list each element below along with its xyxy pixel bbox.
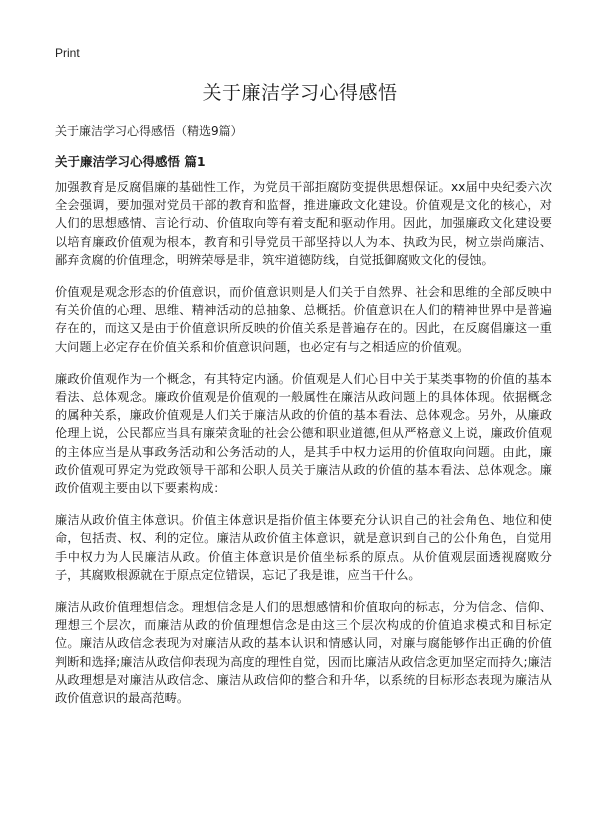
paragraph-5: 廉洁从政价值理想信念。理想信念是人们的思想感情和价值取向的标志，分为信念、信仰、理想三个层次，而廉洁从政的价值理想信念是由这三个层次构成的价值追求模式和目标定位。廉洁从政信念表现为对廉洁从政的基本认识和情感认同，对廉与腐能够作出正确的价值判断和选择;廉洁从政信仰表现为高度的理性自觉，因而比廉洁从政信念更加坚定而持久;廉洁从政理想是对廉洁从政信念、廉洁从政信仰的整合和升华，以系统的目标形态表现为廉洁从政价值意识的最高范畴。: [55, 600, 552, 706]
paragraph-1: 加强教育是反腐倡廉的基础性工作，为党员干部拒腐防变提供思想保证。xx届中央纪委六次全会强调，要加强对党员干部的教育和监督，推进廉政文化建设。价值观是文化的核心，对人们的思想感情、言论行动、价值取向等有着支配和驱动作用。因此，加强廉政文化建设要以培育廉政价值观为根本，教育和引导党员干部坚持以人为本、执政为民，树立崇尚廉洁、鄙弃贪腐的价值理念，明辨荣辱是非，筑牢道德防线，自觉抵御腐败文化的侵蚀。: [55, 180, 552, 267]
paragraph-4: 廉洁从政价值主体意识。价值主体意识是指价值主体要充分认识自己的社会角色、地位和使命，包括责、权、利的定位。廉洁从政价值主体意识，就是意识到自己的公仆角色，自觉用手中权力为人民廉洁从政。价值主体意识是价值坐标系的原点。从价值观层面透视腐败分子，其腐败根源就在于原点定位错误，忘记了我是谁，应当干什么。: [55, 513, 552, 582]
document-body: [55, 178, 552, 721]
document-subtitle: 关于廉洁学习心得感悟（精选9篇）: [55, 124, 243, 138]
paragraph-2: 价值观是观念形态的价值意识，而价值意识则是人们关于自然界、社会和思维的全部反映中有关价值的心理、思维、精神活动的总抽象、总概括。价值意识在人们的精神世界中是普遍存在的，而这又是由于价值意识所反映的价值关系是普遍存在的。因此，在反腐倡廉这一重大问题上必定存在价值关系和价值意识问题，也必定有与之相适应的价值观。: [55, 285, 552, 354]
section-heading: 关于廉洁学习心得感悟 篇1: [55, 154, 206, 169]
paragraph-3: 廉政价值观作为一个概念，有其特定内涵。价值观是人们心目中关于某类事物的价值的基本看法、总体观念。廉政价值观是价值观的一般属性在廉洁从政问题上的具体体现。依据概念的属种关系，廉政价值观是人们关于廉洁从政的价值的基本看法、总体观念。另外，从廉政伦理上说，公民都应当具有廉荣贪耻的社会公德和职业道德,但从严格意义上说，廉政价值观的主体应当是从事政务活动和公务活动的人，是其手中权力运用的价值取向问题。由此，廉政价值观可界定为党政领导干部和公职人员关于廉洁从政的价值的基本看法、总体观念。廉政价值观主要由以下要素构成：: [55, 371, 552, 496]
document-title: 关于廉洁学习心得感悟: [202, 82, 398, 104]
print-link[interactable]: Print: [55, 46, 80, 60]
